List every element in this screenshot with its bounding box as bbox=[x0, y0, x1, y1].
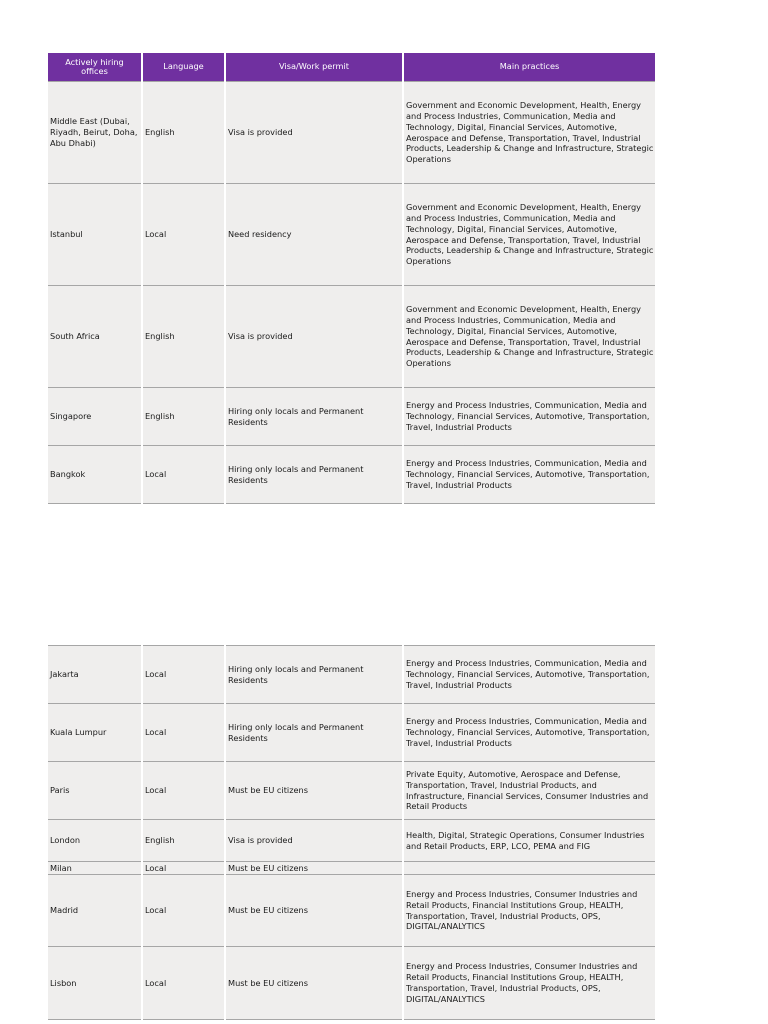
table-row bbox=[48, 820, 655, 862]
language-cell: Local bbox=[142, 875, 225, 947]
header-offices: Actively hiring offices bbox=[48, 53, 142, 82]
practices-cell: Government and Economic Development, Health, Energy and Process Industries, Communication, Media and Technology, Digital, Financial Services, Automotive, Aerospace and Defense, Transportation, Travel, Industrial Products, Leadership & Change and Infrastructure, Strategic Operations bbox=[403, 286, 655, 388]
visa-cell: Must be EU citizens bbox=[225, 762, 403, 820]
table-header-row bbox=[48, 53, 655, 82]
office-cell: Madrid bbox=[48, 875, 142, 947]
hiring-offices-table-continued bbox=[48, 645, 655, 1020]
visa-cell: Must be EU citizens bbox=[225, 947, 403, 1020]
language-cell: Local bbox=[142, 646, 225, 704]
visa-cell: Hiring only locals and Permanent Residents bbox=[225, 388, 403, 446]
visa-cell: Hiring only locals and Permanent Residents bbox=[225, 704, 403, 762]
language-cell: English bbox=[142, 286, 225, 388]
table-row bbox=[48, 446, 655, 504]
office-cell: South Africa bbox=[48, 286, 142, 388]
visa-cell: Visa is provided bbox=[225, 286, 403, 388]
office-cell: Milan bbox=[48, 862, 142, 875]
table-row bbox=[48, 862, 655, 875]
language-cell: English bbox=[142, 820, 225, 862]
visa-cell: Must be EU citizens bbox=[225, 875, 403, 947]
office-cell: Paris bbox=[48, 762, 142, 820]
table-row bbox=[48, 184, 655, 286]
header-language: Language bbox=[142, 53, 225, 82]
office-cell: London bbox=[48, 820, 142, 862]
practices-cell: Energy and Process Industries, Communication, Media and Technology, Financial Services, Automotive, Transportation, Travel, Industrial Products bbox=[403, 704, 655, 762]
table-row bbox=[48, 762, 655, 820]
hiring-offices-table bbox=[48, 53, 655, 504]
office-cell: Middle East (Dubai, Riyadh, Beirut, Doha, Abu Dhabi) bbox=[48, 82, 142, 184]
language-cell: Local bbox=[142, 862, 225, 875]
table-row bbox=[48, 875, 655, 947]
office-cell: Kuala Lumpur bbox=[48, 704, 142, 762]
language-cell: Local bbox=[142, 704, 225, 762]
visa-cell: Visa is provided bbox=[225, 82, 403, 184]
language-cell: English bbox=[142, 82, 225, 184]
practices-cell: Health, Digital, Strategic Operations, Consumer Industries and Retail Products, ERP, LCO, PEMA and FIG bbox=[403, 820, 655, 862]
table-row bbox=[48, 947, 655, 1020]
table-row bbox=[48, 388, 655, 446]
practices-cell: Energy and Process Industries, Communication, Media and Technology, Financial Services, Automotive, Transportation, Travel, Industrial Products bbox=[403, 446, 655, 504]
practices-cell: Energy and Process Industries, Communication, Media and Technology, Financial Services, Automotive, Transportation, Travel, Industrial Products bbox=[403, 388, 655, 446]
practices-cell: Government and Economic Development, Health, Energy and Process Industries, Communication, Media and Technology, Digital, Financial Services, Automotive, Aerospace and Defense, Transportation, Travel, Industrial Products, Leadership & Change and Infrastructure, Strategic Operations bbox=[403, 82, 655, 184]
language-cell: Local bbox=[142, 947, 225, 1020]
table-row bbox=[48, 646, 655, 704]
language-cell: Local bbox=[142, 184, 225, 286]
language-cell: English bbox=[142, 388, 225, 446]
visa-cell: Must be EU citizens bbox=[225, 862, 403, 875]
office-cell: Bangkok bbox=[48, 446, 142, 504]
office-cell: Istanbul bbox=[48, 184, 142, 286]
practices-cell: Energy and Process Industries, Consumer Industries and Retail Products, Financial Institutions Group, HEALTH, Transportation, Travel, Industrial Products, OPS, DIGITAL/ANALYTICS bbox=[403, 875, 655, 947]
office-cell: Jakarta bbox=[48, 646, 142, 704]
language-cell: Local bbox=[142, 446, 225, 504]
visa-cell: Hiring only locals and Permanent Residents bbox=[225, 646, 403, 704]
header-practices: Main practices bbox=[403, 53, 655, 82]
office-cell: Lisbon bbox=[48, 947, 142, 1020]
practices-cell bbox=[403, 862, 655, 875]
practices-cell: Government and Economic Development, Health, Energy and Process Industries, Communication, Media and Technology, Digital, Financial Services, Automotive, Aerospace and Defense, Transportation, Travel, Industrial Products, Leadership & Change and Infrastructure, Strategic Operations bbox=[403, 184, 655, 286]
table-row bbox=[48, 704, 655, 762]
visa-cell: Need residency bbox=[225, 184, 403, 286]
office-cell: Singapore bbox=[48, 388, 142, 446]
table-row bbox=[48, 286, 655, 388]
header-visa: Visa/Work permit bbox=[225, 53, 403, 82]
practices-cell: Private Equity, Automotive, Aerospace and Defense, Transportation, Travel, Industrial Products, and Infrastructure, Financial Services, Consumer Industries and Retail Products bbox=[403, 762, 655, 820]
language-cell: Local bbox=[142, 762, 225, 820]
practices-cell: Energy and Process Industries, Communication, Media and Technology, Financial Services, Automotive, Transportation, Travel, Industrial Products bbox=[403, 646, 655, 704]
table-row bbox=[48, 82, 655, 184]
practices-cell: Energy and Process Industries, Consumer Industries and Retail Products, Financial Institutions Group, HEALTH, Transportation, Travel, Industrial Products, OPS, DIGITAL/ANALYTICS bbox=[403, 947, 655, 1020]
visa-cell: Hiring only locals and Permanent Residents bbox=[225, 446, 403, 504]
visa-cell: Visa is provided bbox=[225, 820, 403, 862]
